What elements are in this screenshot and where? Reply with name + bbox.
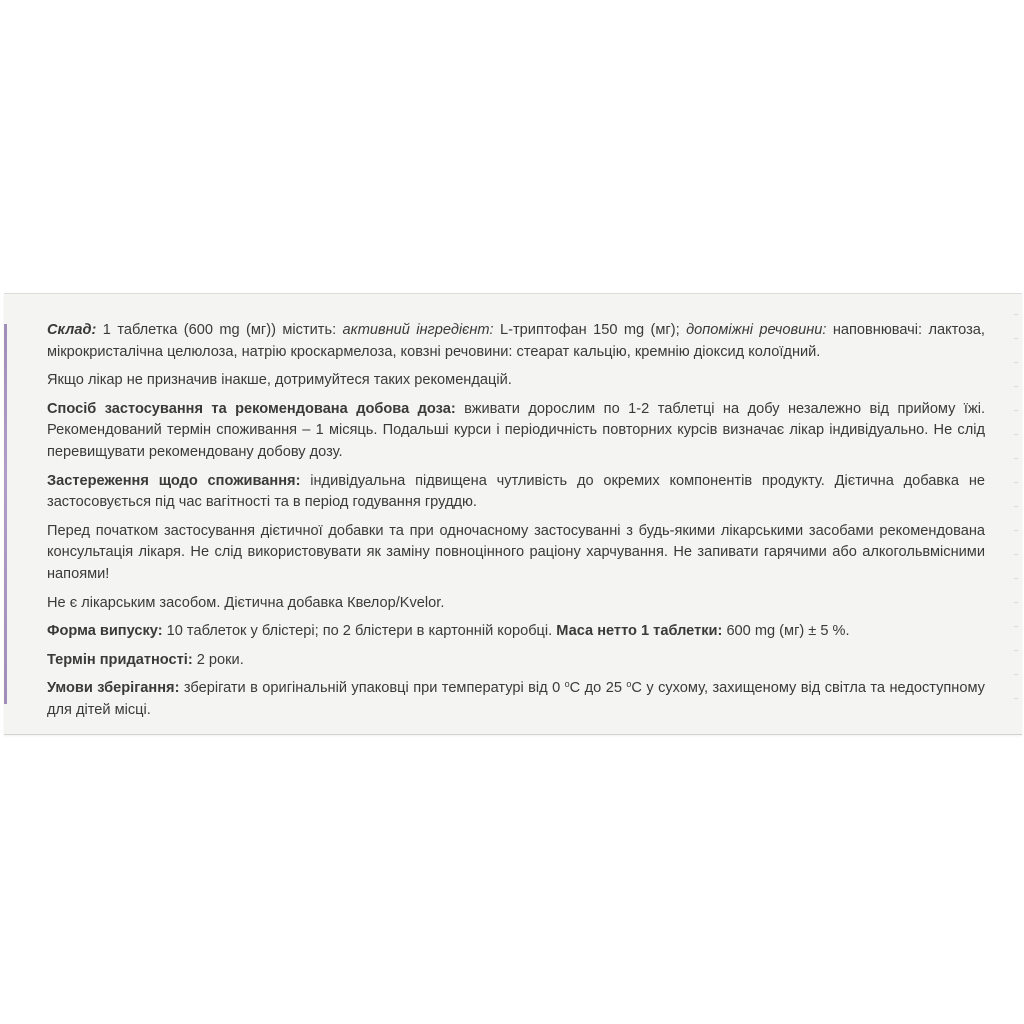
label-text — [47, 320, 985, 729]
composition-label: Склад: — [47, 322, 97, 338]
package-edge-stripe — [4, 324, 7, 704]
shelf-life-paragraph — [47, 650, 985, 672]
consult-note: Перед початком застосування дієтичної добавки та при одночасному застосуванні з будь-якими лікарськими засобами рекомендована консультація лікаря. Не слід використовувати як заміну повноцінного раціону харчування. Не запивати гарячими або алкогольвмісними напоями! — [47, 522, 985, 582]
degree-mark-2: о — [626, 679, 632, 690]
package-edge-marks — [1014, 314, 1018, 714]
composition-text-1: 1 таблетка (600 mg (мг)) містить: — [96, 322, 343, 338]
storage-text-1: зберігати в оригінальній упаковці при температурі від 0 — [179, 680, 565, 697]
shelf-life-label: Термін придатності: — [47, 651, 193, 668]
composition-text-3: наповнювачі: лактоза, мікрокристалічна целюлоза, натрію кроскармелоза, ковзні речовини: стеарат кальцію, кремнію діоксид колоїдний. — [47, 322, 985, 360]
storage-paragraph — [47, 678, 985, 721]
storage-label: Умови зберігання: — [47, 680, 180, 697]
not-medicine-note: Не є лікарським засобом. Дієтична добавка Квелор/Kvelor. — [47, 594, 445, 611]
release-form-label: Форма випуску: — [47, 623, 163, 640]
net-mass-label: Маса нетто 1 таблетки: — [556, 623, 723, 640]
release-form-text: 10 таблеток у блістері; по 2 блістери в картонній коробці. — [162, 623, 557, 640]
doctor-note: Якщо лікар не призначив інакше, дотримуйтеся таких рекомендацій. — [47, 372, 512, 389]
usage-text: вживати дорослим по 1-2 таблетці на добу незалежно від прийому їжі. Рекомендований термін споживання – 1 місяць. Подальші курси і періодичність повторних курсів визначає лікар індивідуально. Не слід перевищувати рекомендовану добову дозу. — [47, 400, 985, 460]
active-ingredient-label: активний інгредієнт: — [342, 322, 494, 338]
shelf-life-text: 2 роки. — [192, 651, 244, 668]
warnings-text: індивідуальна підвищена чутливість до окремих компонентів продукту. Дієтична добавка не застосовується під час вагітності та в період годування груддю. — [47, 472, 985, 511]
composition-text-2: L-триптофан 150 mg (мг); — [493, 322, 687, 338]
net-mass-text: 600 mg (мг) ± 5 %. — [722, 623, 850, 640]
composition-paragraph — [47, 320, 985, 363]
usage-paragraph — [47, 399, 985, 464]
degree-mark-1: о — [564, 679, 570, 690]
warnings-paragraph — [47, 471, 985, 514]
release-form-paragraph — [47, 621, 985, 643]
storage-text-2: С до 25 — [569, 680, 627, 697]
usage-label: Спосіб застосування та рекомендована добова доза: — [47, 400, 456, 417]
package-label-panel — [4, 293, 1022, 735]
storage-text-3: С у сухому, захищеному від світла та недоступному для дітей місці. — [47, 680, 985, 718]
warnings-label: Застереження щодо споживання: — [47, 472, 301, 489]
auxiliary-label: допоміжні речовини: — [686, 322, 827, 338]
